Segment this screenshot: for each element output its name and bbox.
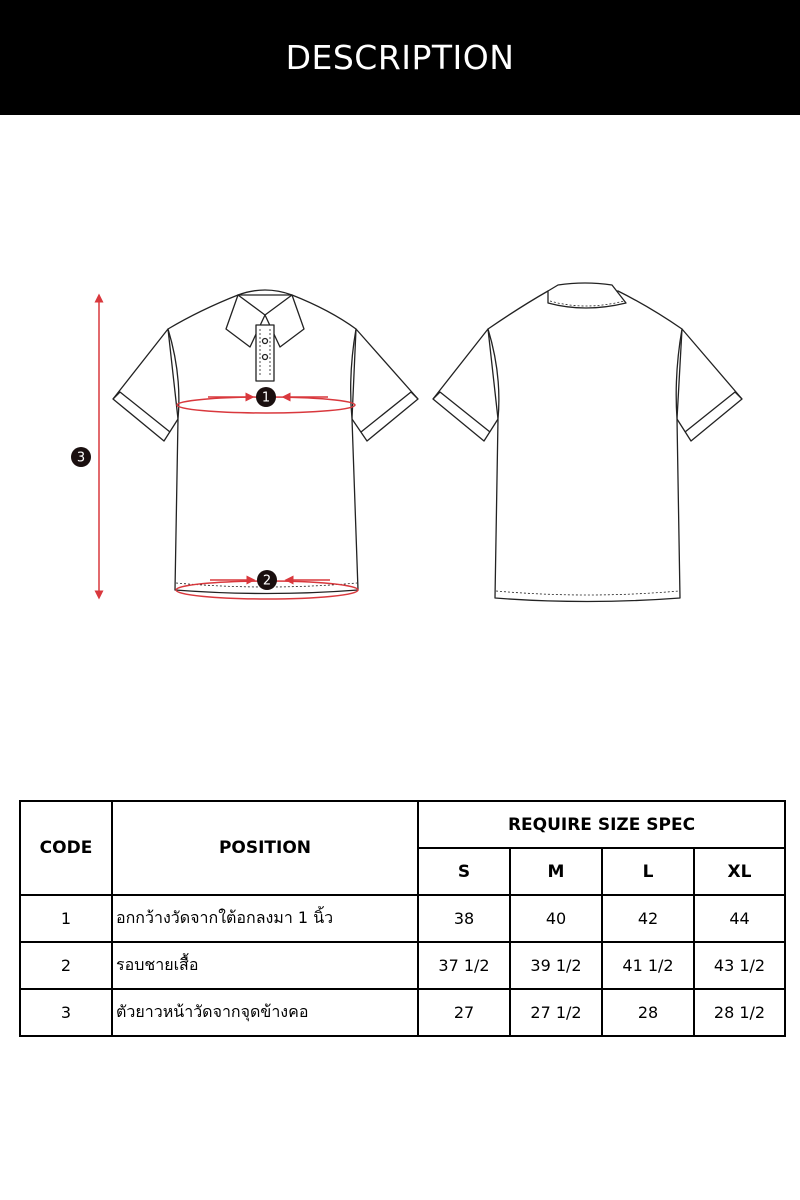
row-value: 28 1/2 xyxy=(694,989,785,1036)
row-position: ตัวยาวหน้าวัดจากจุดข้างคอ xyxy=(112,989,418,1036)
code-header: CODE xyxy=(20,801,112,895)
measurement-diagram xyxy=(0,115,800,795)
row-value: 27 1/2 xyxy=(510,989,602,1036)
row-position: อกกว้างวัดจากใต้อกลงมา 1 นิ้ว xyxy=(112,895,418,942)
table-row xyxy=(20,989,785,1036)
marker-3-label: 3 xyxy=(76,450,86,466)
table-row xyxy=(20,895,785,942)
size-spec-header: REQUIRE SIZE SPEC xyxy=(418,801,785,848)
header-bar xyxy=(0,0,800,115)
page-title: DESCRIPTION xyxy=(285,38,515,77)
length-measurement xyxy=(71,298,99,595)
row-position: รอบชายเสื้อ xyxy=(112,942,418,989)
row-value: 27 xyxy=(418,989,510,1036)
row-code: 1 xyxy=(20,895,112,942)
marker-1-label: 1 xyxy=(261,390,271,406)
row-value: 43 1/2 xyxy=(694,942,785,989)
size-header: XL xyxy=(694,848,785,895)
table-header-row xyxy=(20,801,785,848)
table-row xyxy=(20,942,785,989)
size-header: M xyxy=(510,848,602,895)
row-code: 2 xyxy=(20,942,112,989)
size-header: L xyxy=(602,848,694,895)
position-header: POSITION xyxy=(112,801,418,895)
row-code: 3 xyxy=(20,989,112,1036)
polo-shirt-front-icon xyxy=(113,290,418,594)
row-value: 44 xyxy=(694,895,785,942)
marker-2-label: 2 xyxy=(262,573,272,589)
row-value: 40 xyxy=(510,895,602,942)
size-spec-table xyxy=(19,800,786,1037)
row-value: 42 xyxy=(602,895,694,942)
size-header: S xyxy=(418,848,510,895)
row-value: 28 xyxy=(602,989,694,1036)
row-value: 38 xyxy=(418,895,510,942)
row-value: 39 1/2 xyxy=(510,942,602,989)
row-value: 41 1/2 xyxy=(602,942,694,989)
polo-shirt-back-icon xyxy=(433,283,742,602)
row-value: 37 1/2 xyxy=(418,942,510,989)
